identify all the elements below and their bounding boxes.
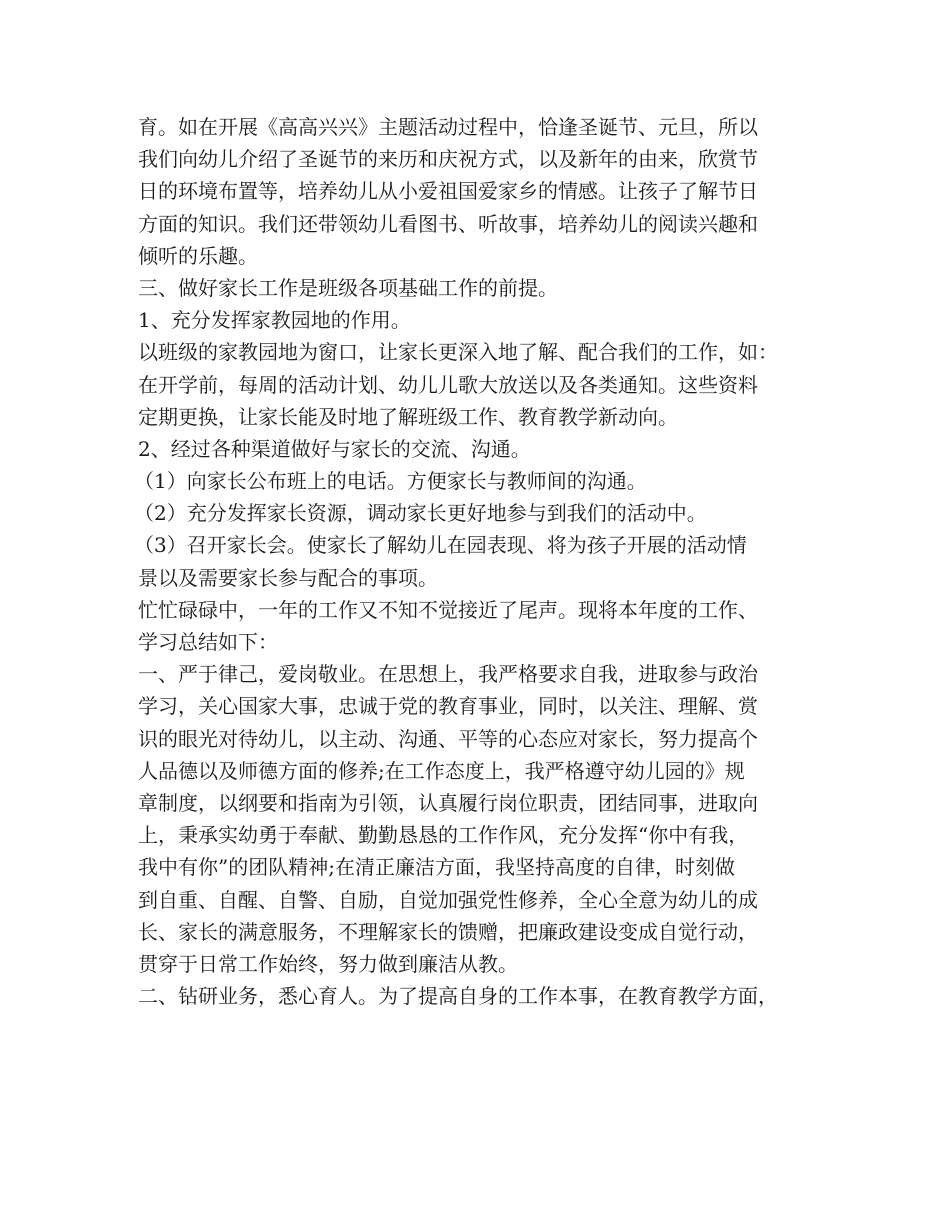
text-line: 识的眼光对待幼儿，以主动、沟通、平等的心态应对家长，努力提高个 xyxy=(138,726,758,751)
section-heading: 二、钻研业务，悉心育人。为了提高自身的工作本事，在教育教学方面， xyxy=(138,984,778,1009)
document-page xyxy=(134,111,828,1012)
text-line: 定期更换，让家长能及时地了解班级工作、教育教学新动向。 xyxy=(138,404,678,429)
text-line: 日的环境布置等，培养幼儿从小爱祖国爱家乡的情感。让孩子了解节日 xyxy=(138,179,758,204)
text-line: 以班级的家教园地为窗口，让家长更深入地了解、配合我们的工作，如： xyxy=(138,340,778,365)
text-line: 长、家长的满意服务，不理解家长的馈赠，把廉政建设变成自觉行动， xyxy=(138,919,758,944)
text-line: 景以及需要家长参与配合的事项。 xyxy=(138,565,438,590)
list-item: （1）向家长公布班上的电话。方便家长与教师间的沟通。 xyxy=(134,469,647,494)
text-line: 我们向幼儿介绍了圣诞节的来历和庆祝方式，以及新年的由来，欣赏节 xyxy=(138,147,758,172)
subsection-heading: 1、充分发挥家教园地的作用。 xyxy=(138,308,411,333)
list-item: （2）充分发挥家长资源，调动家长更好地参与到我们的活动中。 xyxy=(134,501,707,526)
text-line: 方面的知识。我们还带领幼儿看图书、听故事，培养幼儿的阅读兴趣和 xyxy=(138,211,758,236)
section-heading: 三、做好家长工作是班级各项基础工作的前提。 xyxy=(138,275,558,300)
text-line: 倾听的乐趣。 xyxy=(138,243,258,268)
subsection-heading: 2、经过各种渠道做好与家长的交流、沟通。 xyxy=(138,436,531,461)
text-line: 人品德以及师德方面的修养;在工作态度上，我严格遵守幼儿园的》规 xyxy=(138,758,745,783)
text-line: 我中有你”的团队精神;在清正廉洁方面，我坚持高度的自律，时刻做 xyxy=(138,855,735,880)
text-line: 学习总结如下： xyxy=(138,630,278,654)
text-line: 育。如在开展《高高兴兴》主题活动过程中，恰逢圣诞节、元旦，所以 xyxy=(138,115,758,139)
text-line: 在开学前，每周的活动计划、幼儿儿歌大放送以及各类通知。这些资料 xyxy=(138,372,758,397)
text-line: 忙忙碌碌中，一年的工作又不知不觉接近了尾声。现将本年度的工作、 xyxy=(138,597,758,622)
text-line: 章制度，以纲要和指南为引领，认真履行岗位职责，团结同事，进取向 xyxy=(138,790,758,815)
text-line: 上，秉承实幼勇于奉献、勤勤恳恳的工作作风，充分发挥“你中有我， xyxy=(138,823,749,848)
text-line: 到自重、自醒、自警、自励，自觉加强党性修养，全心全意为幼儿的成 xyxy=(138,887,758,912)
list-item: （3）召开家长会。使家长了解幼儿在园表现、将为孩子开展的活动情 xyxy=(134,533,747,558)
text-line: 贯穿于日常工作始终，努力做到廉洁从教。 xyxy=(138,951,518,976)
text-line: 学习，关心国家大事，忠诚于党的教育事业，同时，以关注、理解、赏 xyxy=(138,694,758,719)
section-heading: 一、严于律己，爱岗敬业。在思想上，我严格要求自我，进取参与政治 xyxy=(138,662,758,687)
